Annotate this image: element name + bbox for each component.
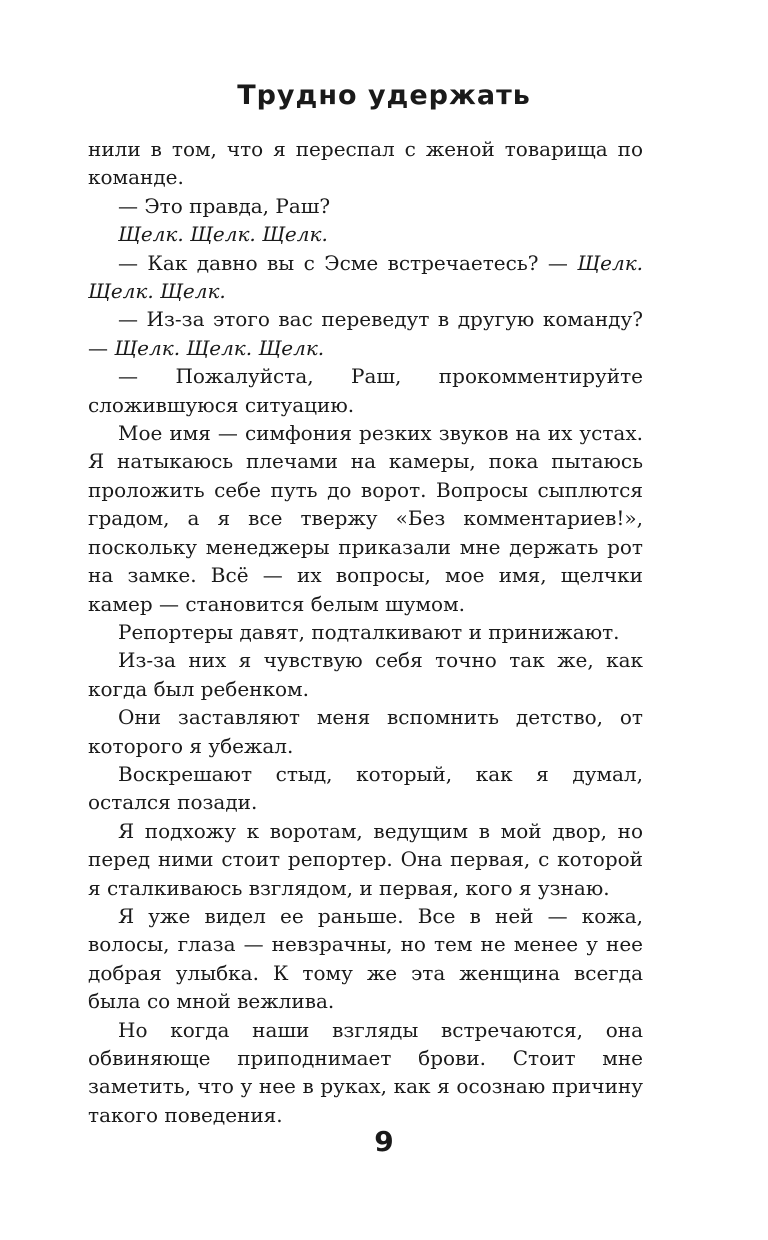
paragraph-3 bbox=[88, 220, 643, 248]
paragraph-10: Они заставляют меня вспомнить детство, от которого я убежал. bbox=[88, 705, 643, 758]
paragraph-2: — Это правда, Раш? bbox=[118, 193, 331, 218]
paragraph-13: Я уже видел ее раньше. Все в ней — кожа, волосы, глаза — невзрачны, но тем не менее у нее добрая улыбка. К тому же эта женщина всегда была со мной вежлива. bbox=[88, 903, 643, 1014]
running-title: Трудно удержать bbox=[237, 80, 531, 111]
paragraph-11: Воскрешают стыд, который, как я думал, остался позади. bbox=[88, 761, 643, 815]
paragraph-14: Но когда наши взгляды встречаются, она обвиняюще приподнимает брови. Стоит мне заметить, что у нее в руках, как я осознаю причину такого поведения. bbox=[88, 1017, 643, 1127]
paragraph-6: — Пожалуйста, Раш, прокомментируйте сложившуюся ситуацию. bbox=[88, 364, 643, 417]
paragraph-1: нили в том, что я переспал с женой товарища по команде. bbox=[88, 137, 643, 190]
paragraph-7: Мое имя — симфония резких звуков на их устах. Я натыкаюсь плечами на камеры, пока пытаюсь проложить себе путь до ворот. Вопросы сыплются градом, а я все твержу «Без комментариев!», поскольку менеджеры приказали мне держать рот на замке. Всё — их вопросы, мое имя, щелчки камер — становится белым шумом. bbox=[88, 421, 643, 616]
paragraph-8: Репортеры давят, подталкивают и принижают. bbox=[118, 619, 620, 644]
paragraph-5-text: — Из-за этого вас переведут в другую команду? — bbox=[88, 307, 643, 360]
paragraph-4-text: — Как давно вы с Эсме встречаетесь? — bbox=[118, 250, 578, 275]
paragraph-3-italic: Щелк. Щелк. Щелк. bbox=[118, 222, 328, 247]
page-number: 9 bbox=[374, 1125, 394, 1158]
body-text bbox=[88, 135, 643, 1129]
paragraph-4-italic: Щелк. Щелк. Щелк. bbox=[88, 250, 643, 304]
paragraph-9: Из-за них я чувствую себя точно так же, как когда был ребенком. bbox=[88, 648, 643, 701]
paragraph-4 bbox=[88, 249, 643, 306]
paragraph-5-italic: Щелк. Щелк. Щелк. bbox=[114, 335, 325, 360]
paragraph-12: Я подхожу к воротам, ведущим в мой двор, но перед ними стоит репортер. Она первая, с которой я сталкиваюсь взглядом, и первая, кого я узнаю. bbox=[88, 818, 643, 900]
paragraph-5 bbox=[88, 305, 643, 362]
